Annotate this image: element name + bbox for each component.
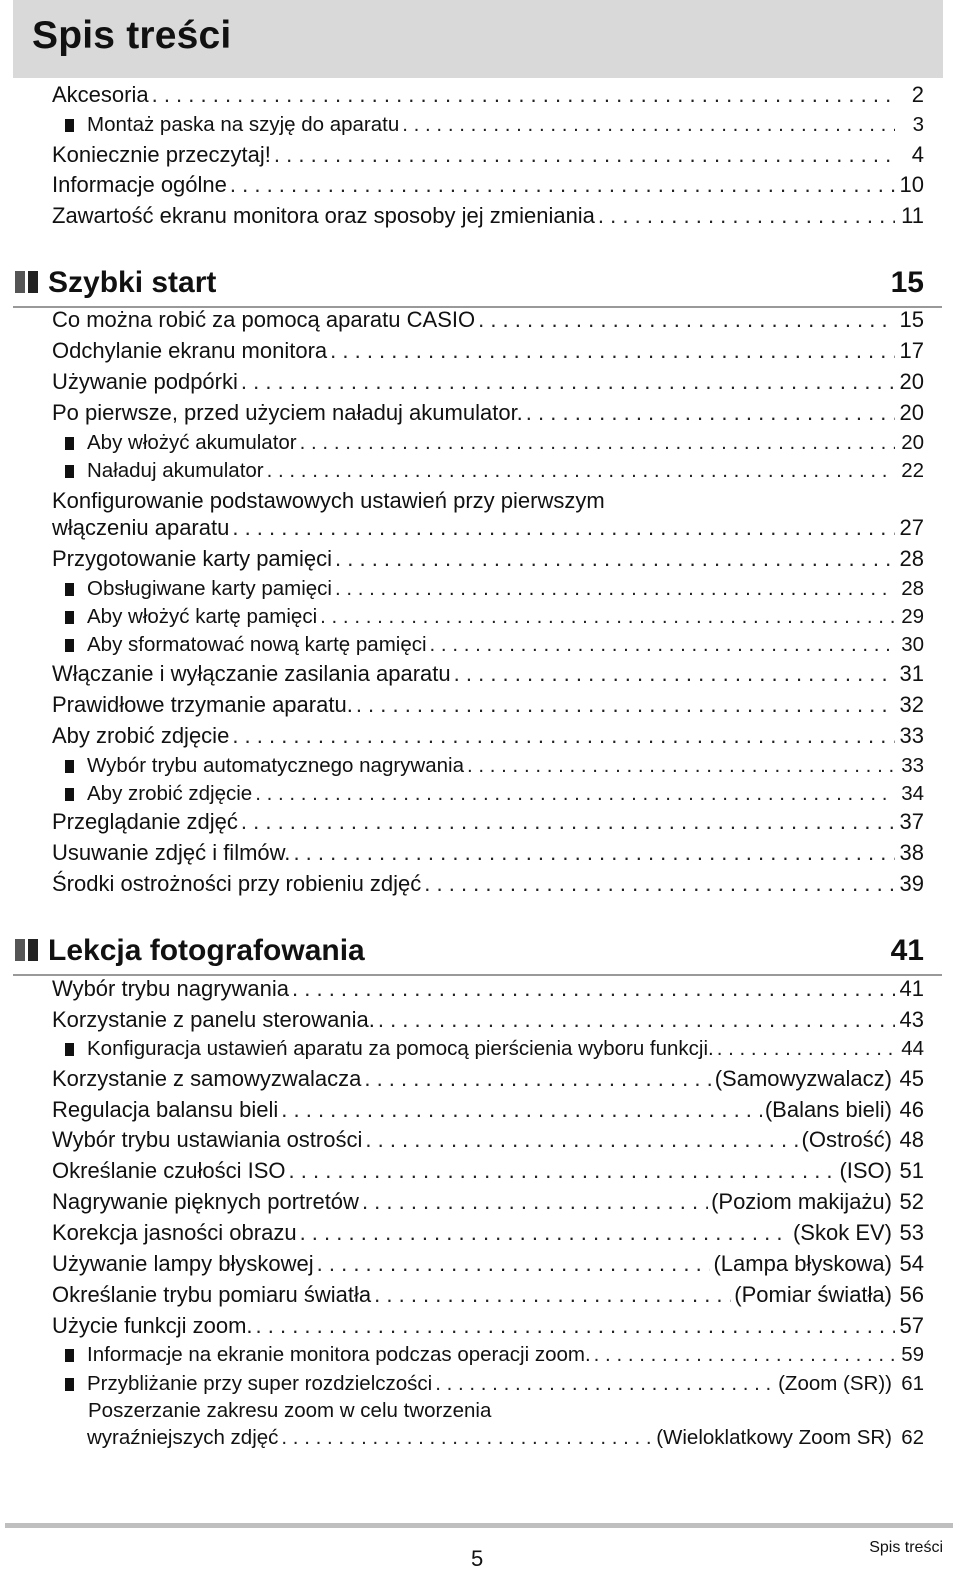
- toc-entry-page: 20: [899, 369, 924, 394]
- toc-entry-page: 39: [899, 871, 924, 896]
- toc-subentry[interactable]: [52, 603, 924, 631]
- dot-leader: [335, 548, 895, 570]
- toc-entry-label: Informacje na ekranie monitora podczas operacji zoom.: [87, 1343, 591, 1366]
- page-number: 5: [471, 1546, 484, 1571]
- toc-entry-page: 43: [899, 1007, 924, 1032]
- section-marker-icon: [15, 271, 39, 293]
- toc-entry-reference: (Wieloklatkowy Zoom SR): [656, 1426, 892, 1449]
- toc-entry-label: wyraźniejszych zdjęć: [87, 1426, 279, 1449]
- toc-entry-label: Koniecznie przeczytaj!: [52, 142, 271, 167]
- bullet-icon: [65, 1378, 74, 1391]
- toc-entry-label: Używanie podpórki: [52, 369, 238, 394]
- toc-entry-page: 27: [899, 515, 924, 540]
- toc-entry-label: Aby włożyć akumulator: [87, 431, 297, 454]
- toc-entry-page: 38: [899, 840, 924, 865]
- dot-leader: [430, 635, 895, 656]
- toc-entry-label: Aby zrobić zdjęcie: [87, 782, 253, 805]
- toc-entry[interactable]: [52, 398, 924, 428]
- dot-leader: [300, 1222, 790, 1244]
- toc-entry-page: 11: [901, 203, 924, 228]
- dot-leader: [292, 978, 895, 1000]
- toc-entry-label: Przygotowanie karty pamięci: [52, 546, 333, 571]
- bullet-icon: [65, 1349, 74, 1362]
- toc-entry-label: Usuwanie zdjęć i filmów.: [52, 840, 291, 865]
- toc-entry[interactable]: [52, 690, 924, 720]
- toc-entry-label: Nagrywanie pięknych portretów: [52, 1189, 359, 1214]
- dot-leader: [274, 144, 895, 166]
- toc-entry-title-line[interactable]: Konfigurowanie podstawowych ustawień przy pierwszym: [52, 488, 605, 513]
- bullet-icon: [65, 465, 74, 478]
- toc-entry[interactable]: [52, 1125, 924, 1155]
- toc-subentry[interactable]: [52, 1424, 924, 1452]
- toc-entry[interactable]: [52, 1005, 924, 1035]
- toc-entry-page: 53: [899, 1220, 924, 1245]
- toc-entry[interactable]: [52, 838, 924, 868]
- section-title: Szybki start: [48, 266, 217, 299]
- dot-leader: [478, 309, 895, 331]
- toc-entry[interactable]: [52, 1249, 924, 1279]
- toc-entry-reference: (Zoom (SR)): [778, 1372, 892, 1395]
- toc-entry-page: 45: [899, 1066, 924, 1091]
- dot-leader: [267, 461, 895, 482]
- bullet-icon: [65, 788, 74, 801]
- bullet-icon: [65, 437, 74, 450]
- toc-entry-page: 17: [899, 338, 924, 363]
- footer-divider: [5, 1523, 953, 1528]
- toc-entry-label: Montaż paska na szyję do aparatu: [87, 113, 400, 136]
- dot-leader: [255, 784, 895, 805]
- dot-leader: [300, 433, 895, 454]
- toc-subentry[interactable]: [52, 429, 924, 457]
- toc-entry-title-line[interactable]: Poszerzanie zakresu zoom w celu tworzenia: [88, 1399, 492, 1422]
- toc-entry-page: 56: [899, 1282, 924, 1307]
- dot-leader: [317, 1253, 711, 1275]
- toc-entry-label: Korekcja jasności obrazu: [52, 1220, 297, 1245]
- dot-leader: [467, 756, 895, 777]
- toc-entry-reference: (Lampa błyskowa): [713, 1251, 892, 1276]
- toc-entry[interactable]: [52, 659, 924, 689]
- toc-entry[interactable]: [52, 869, 924, 899]
- toc-entry[interactable]: [52, 1311, 924, 1341]
- toc-entry-label: Określanie trybu pomiaru światła: [52, 1282, 372, 1307]
- toc-entry[interactable]: [52, 201, 924, 231]
- toc-entry-reference: (Pomiar światła): [734, 1282, 892, 1307]
- toc-entry[interactable]: [52, 1095, 924, 1125]
- toc-entry[interactable]: [52, 1280, 924, 1310]
- dot-leader: [320, 607, 895, 628]
- toc-entry-label: Po pierwsze, przed użyciem naładuj akumulator.: [52, 400, 523, 425]
- bullet-icon: [65, 119, 74, 132]
- toc-entry[interactable]: [52, 80, 924, 110]
- toc-entry-page: 61: [901, 1372, 924, 1395]
- toc-entry-page: 3: [912, 113, 924, 136]
- bullet-icon: [65, 760, 74, 773]
- toc-entry-page: 30: [901, 633, 924, 656]
- toc-entry-reference: (Ostrość): [801, 1127, 892, 1152]
- dot-leader: [152, 84, 895, 106]
- toc-entry[interactable]: [52, 336, 924, 366]
- section-title: Lekcja fotografowania: [48, 934, 365, 967]
- toc-entry-page: 46: [899, 1097, 924, 1122]
- toc-entry-label: Aby sformatować nową kartę pamięci: [87, 633, 427, 656]
- dot-leader: [594, 1345, 895, 1366]
- toc-entry-page: 33: [899, 723, 924, 748]
- dot-leader: [230, 174, 895, 196]
- toc-entry-label: Zawartość ekranu monitora oraz sposoby jej zmieniania: [52, 203, 595, 228]
- toc-entry-label: Przeglądanie zdjęć: [52, 809, 238, 834]
- toc-entry[interactable]: [52, 1187, 924, 1217]
- toc-entry-label: Włączanie i wyłączanie zasilania aparatu: [52, 661, 451, 686]
- toc-entry-label: Co można robić za pomocą aparatu CASIO: [52, 307, 476, 332]
- toc-entry-label: Akcesoria: [52, 82, 149, 107]
- bullet-icon: [65, 611, 74, 624]
- bullet-icon: [65, 583, 74, 596]
- toc-entry[interactable]: [52, 1156, 924, 1186]
- toc-entry-label: Środki ostrożności przy robieniu zdjęć: [52, 871, 422, 896]
- dot-leader: [424, 873, 895, 895]
- toc-entry-label: Wybór trybu nagrywania: [52, 976, 290, 1001]
- toc-subentry[interactable]: [52, 780, 924, 808]
- toc-entry-label: Użycie funkcji zoom.: [52, 1313, 253, 1338]
- toc-entry-page: 28: [901, 577, 924, 600]
- toc-entry-label: Konfiguracja ustawień aparatu za pomocą pierścienia wyboru funkcji.: [87, 1037, 714, 1060]
- dot-leader: [330, 340, 895, 362]
- toc-entry[interactable]: [52, 513, 924, 543]
- toc-entry-page: 29: [901, 605, 924, 628]
- toc-entry-page: 4: [911, 142, 924, 167]
- bullet-icon: [65, 639, 74, 652]
- dot-leader: [526, 402, 895, 424]
- toc-entry-page: 32: [899, 692, 924, 717]
- toc-entry-label: Wybór trybu ustawiania ostrości: [52, 1127, 363, 1152]
- section-page: 15: [890, 266, 924, 299]
- toc-entry-page: 28: [899, 546, 924, 571]
- toc-entry-page: 41: [899, 976, 924, 1001]
- section-header[interactable]: [13, 262, 942, 308]
- toc-entry-label: Odchylanie ekranu monitora: [52, 338, 328, 363]
- toc-entry-label: Korzystanie z samowyzwalacza: [52, 1066, 362, 1091]
- toc-entry-page: 31: [899, 661, 924, 686]
- toc-entry-label: Aby zrobić zdjęcie: [52, 723, 230, 748]
- section-marker-icon: [15, 939, 39, 961]
- toc-entry-page: 15: [899, 307, 924, 332]
- toc-entry-label: Informacje ogólne: [52, 172, 227, 197]
- toc-entry-reference: (Samowyzwalacz): [714, 1066, 892, 1091]
- toc-entry-page: 22: [901, 459, 924, 482]
- toc-subentry[interactable]: [52, 457, 924, 485]
- dot-leader: [335, 579, 895, 600]
- toc-subentry[interactable]: [52, 1035, 924, 1063]
- toc-entry-label: Używanie lampy błyskowej: [52, 1251, 314, 1276]
- dot-leader: [378, 1009, 895, 1031]
- toc-entry-reference: (ISO): [839, 1158, 892, 1183]
- toc-entry-label: włączeniu aparatu: [52, 515, 230, 540]
- toc-entry-page: 62: [901, 1426, 924, 1449]
- toc-entry-reference: (Skok EV): [792, 1220, 892, 1245]
- toc-entry-label: Korzystanie z panelu sterowania.: [52, 1007, 375, 1032]
- dot-leader: [293, 842, 895, 864]
- dot-leader: [362, 1191, 708, 1213]
- dot-leader: [241, 371, 895, 393]
- page-title: Spis treści: [32, 14, 232, 57]
- toc-entry-label: Aby włożyć kartę pamięci: [87, 605, 318, 628]
- dot-leader: [454, 663, 895, 685]
- toc-entry-page: 59: [901, 1343, 924, 1366]
- toc-entry-page: 37: [899, 809, 924, 834]
- toc-entry-page: 33: [901, 754, 924, 777]
- toc-entry[interactable]: [52, 170, 924, 200]
- dot-leader: [717, 1039, 895, 1060]
- toc-entry-label: Przybliżanie przy super rozdzielczości: [87, 1372, 433, 1395]
- toc-entry-page: 34: [901, 782, 924, 805]
- dot-leader: [289, 1160, 837, 1182]
- dot-leader: [365, 1129, 798, 1151]
- toc-entry[interactable]: [52, 305, 924, 335]
- toc-entry-label: Prawidłowe trzymanie aparatu.: [52, 692, 353, 717]
- toc-entry-page: 48: [899, 1127, 924, 1152]
- toc-subentry[interactable]: [52, 575, 924, 603]
- section-page: 41: [890, 934, 924, 967]
- dot-leader: [356, 694, 895, 716]
- toc-entry-page: 10: [899, 172, 924, 197]
- bullet-icon: [65, 1043, 74, 1056]
- toc-entry-label: Regulacja balansu bieli: [52, 1097, 279, 1122]
- toc-entry-reference: (Balans bieli): [764, 1097, 892, 1122]
- toc-subentry[interactable]: [52, 752, 924, 780]
- toc-entry[interactable]: [52, 721, 924, 751]
- dot-leader: [402, 115, 895, 136]
- dot-leader: [241, 811, 895, 833]
- toc-entry-page: 51: [899, 1158, 924, 1183]
- toc-entry-page: 20: [901, 431, 924, 454]
- toc-entry[interactable]: [52, 367, 924, 397]
- section-header[interactable]: [13, 930, 942, 976]
- toc-entry[interactable]: [52, 544, 924, 574]
- toc-entry[interactable]: [52, 807, 924, 837]
- dot-leader: [598, 205, 895, 227]
- toc-entry[interactable]: [52, 974, 924, 1004]
- toc-entry-page: 2: [911, 82, 924, 107]
- toc-entry[interactable]: [52, 1218, 924, 1248]
- dot-leader: [256, 1315, 895, 1337]
- dot-leader: [281, 1099, 762, 1121]
- toc-entry-page: 20: [899, 400, 924, 425]
- dot-leader: [435, 1374, 775, 1395]
- dot-leader: [232, 517, 895, 539]
- toc-subentry[interactable]: [52, 631, 924, 659]
- dot-leader: [364, 1068, 711, 1090]
- toc-subentry[interactable]: [52, 1341, 924, 1369]
- dot-leader: [374, 1284, 731, 1306]
- toc-entry-label: Wybór trybu automatycznego nagrywania: [87, 754, 464, 777]
- toc-entry[interactable]: [52, 1064, 924, 1094]
- toc-entry-reference: (Poziom makijażu): [711, 1189, 892, 1214]
- toc-entry-page: 57: [899, 1313, 924, 1338]
- dot-leader: [281, 1428, 653, 1449]
- toc-entry-label: Obsługiwane karty pamięci: [87, 577, 332, 600]
- footer-label: Spis treści: [869, 1539, 943, 1556]
- toc-entry[interactable]: [52, 140, 924, 170]
- toc-entry-label: Naładuj akumulator: [87, 459, 264, 482]
- toc-entry-page: 54: [899, 1251, 924, 1276]
- toc-entry-page: 44: [901, 1037, 924, 1060]
- title-bar: [13, 0, 943, 78]
- toc-subentry[interactable]: [52, 1370, 924, 1398]
- toc-subentry[interactable]: [52, 111, 924, 139]
- toc-entry-page: 52: [899, 1189, 924, 1214]
- toc-entry-label: Określanie czułości ISO: [52, 1158, 286, 1183]
- dot-leader: [232, 725, 895, 747]
